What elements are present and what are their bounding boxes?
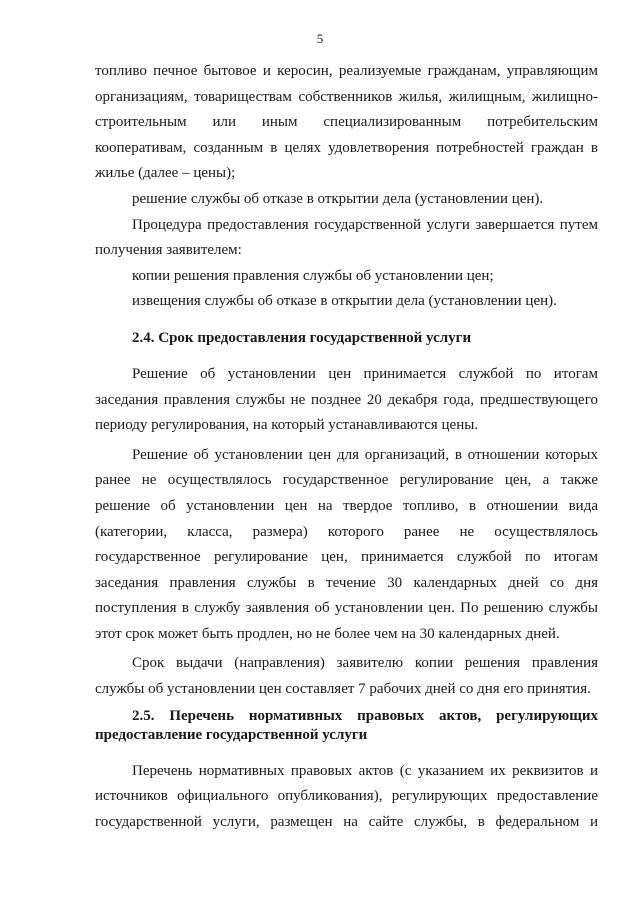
section-heading-2-5: 2.5. Перечень нормативных правовых актов, регулирующих предоставление государственной услуги xyxy=(95,707,598,743)
document-body xyxy=(95,59,598,835)
paragraph-refusal-decision: решение службы об отказе в открытии дела (установлении цен). xyxy=(132,190,544,207)
paragraph-copy-decision: копии решения правления службы об установлении цен; xyxy=(132,267,494,284)
paragraph-refusal-notice: извещения службы об отказе в открытии дела (установлении цен). xyxy=(132,293,557,310)
section-heading-2-4: 2.4. Срок предоставления государственной услуги xyxy=(132,329,472,346)
page-number: 5 xyxy=(316,31,324,46)
paragraph-new-organizations: Решение об установлении цен для организаций, в отношении которых ранее не осуществлялось государственное регулирование цен, а также решение об установлении цен на твердое топливо, в отношении вида (категории, класса, размера) которого ранее не осуществлялось государственное регулирование цен, принимается службой по итогам заседания правления службы в течение 30 календарных дней со дня поступления в службу заявления об установлении цен. По решению службы этот срок может быть продлен, но не более чем на 30 календарных дней. xyxy=(95,446,598,642)
paragraph-issue-deadline: Срок выдачи (направления) заявителю копии решения правления службы об установлении цен составляет 7 рабочих дней со дня его принятия. xyxy=(95,655,598,698)
paragraph-decision-deadline: Решение об установлении цен принимается службой по итогам заседания правления службы не позднее 20 декабря года, предшествующего периоду регулирования, на который устанавливаются цены. xyxy=(95,365,598,434)
paragraph-legal-acts-list: Перечень нормативных правовых актов (с указанием их реквизитов и источников официального опубликования), регулирующих предоставление государственной услуги, размещен на сайте службы, в федеральном и xyxy=(95,762,598,830)
paragraph-procedure-completion: Процедура предоставления государственной услуги завершается путем получения заявителем: xyxy=(95,216,598,259)
paragraph-fuel-list: топливо печное бытовое и керосин, реализуемые гражданам, управляющим организациям, товариществам собственников жилья, жилищным, жилищно-строительным или иным специализированным потребительским кооперативам, созданным в целях удовлетворения потребностей граждан в жилье (далее – цены); xyxy=(95,63,598,182)
